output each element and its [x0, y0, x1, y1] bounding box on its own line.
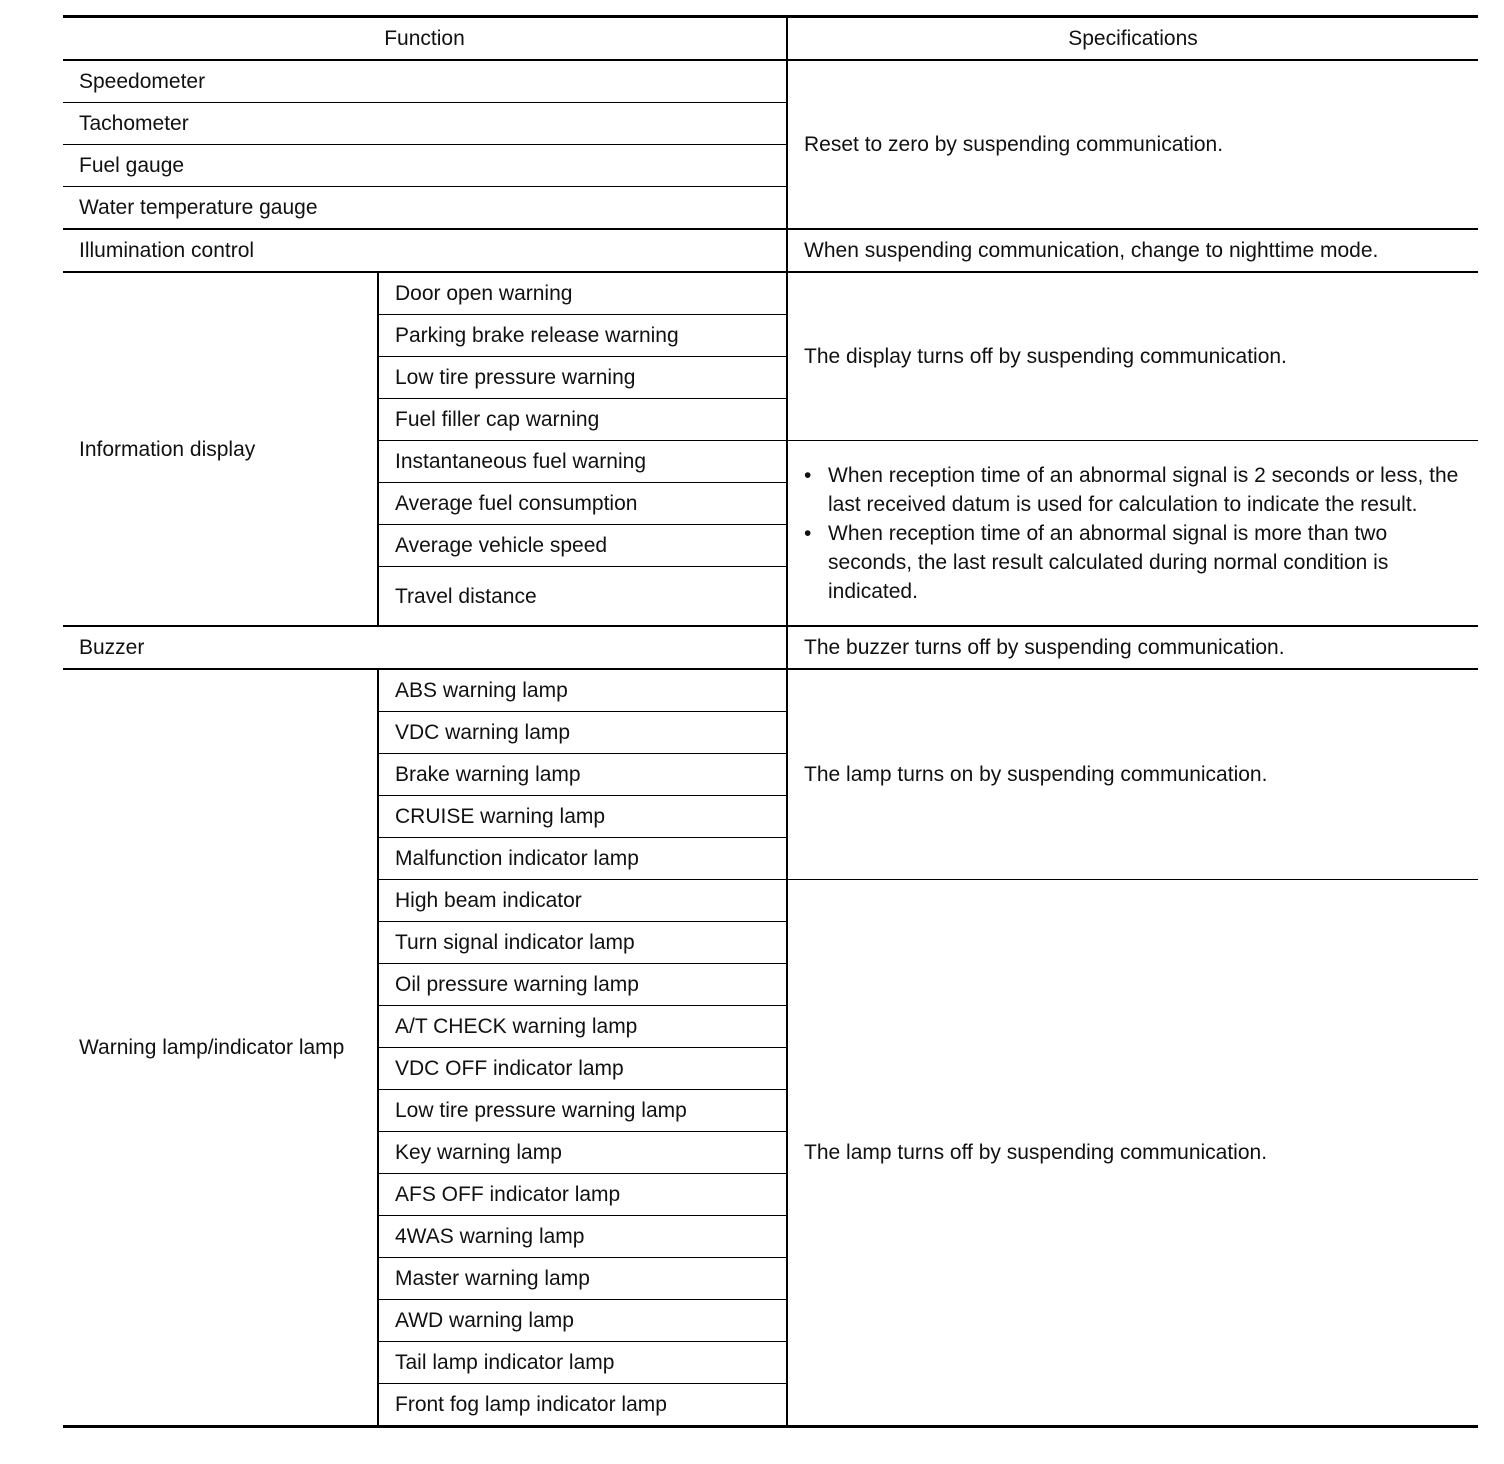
- subfunction-cell: AWD warning lamp: [378, 1300, 787, 1342]
- subfunction-cell: Travel distance: [378, 567, 787, 627]
- function-cell-water-temperature-gauge: Water temperature gauge: [63, 187, 787, 230]
- subfunction-cell: Turn signal indicator lamp: [378, 922, 787, 964]
- specifications-column-header: Specifications: [787, 17, 1478, 61]
- bullet-list: [804, 461, 1464, 606]
- table-header-row: [63, 17, 1478, 61]
- table-row: [63, 272, 1478, 315]
- subfunction-cell: Low tire pressure warning lamp: [378, 1090, 787, 1132]
- bullet-marker: •: [804, 521, 812, 545]
- subfunction-cell: VDC warning lamp: [378, 712, 787, 754]
- specification-table: [63, 15, 1478, 1428]
- function-group-information-display: Information display: [63, 272, 378, 626]
- function-cell-speedometer: Speedometer: [63, 60, 787, 103]
- bullet-text: When reception time of an abnormal signal is more than two seconds, the last result calculated during normal condition is indicated.: [828, 521, 1389, 603]
- subfunction-cell: High beam indicator: [378, 880, 787, 922]
- subfunction-cell: Brake warning lamp: [378, 754, 787, 796]
- bullet-marker: •: [804, 463, 812, 487]
- function-cell-tachometer: Tachometer: [63, 103, 787, 145]
- function-cell-buzzer: Buzzer: [63, 626, 787, 669]
- spec-cell-display-warnings: The display turns off by suspending communication.: [787, 272, 1478, 441]
- subfunction-cell: 4WAS warning lamp: [378, 1216, 787, 1258]
- bullet-item: [804, 519, 1464, 606]
- subfunction-cell: Instantaneous fuel warning: [378, 441, 787, 483]
- spec-cell-lamps-off: The lamp turns off by suspending communication.: [787, 880, 1478, 1427]
- subfunction-cell: Average fuel consumption: [378, 483, 787, 525]
- spec-cell-lamps-on: The lamp turns on by suspending communication.: [787, 669, 1478, 880]
- spec-cell-illumination: When suspending communication, change to nighttime mode.: [787, 229, 1478, 272]
- subfunction-cell: Door open warning: [378, 272, 787, 315]
- subfunction-cell: Average vehicle speed: [378, 525, 787, 567]
- subfunction-cell: Master warning lamp: [378, 1258, 787, 1300]
- subfunction-cell: A/T CHECK warning lamp: [378, 1006, 787, 1048]
- subfunction-cell: Key warning lamp: [378, 1132, 787, 1174]
- table-row: [63, 669, 1478, 712]
- subfunction-cell: Low tire pressure warning: [378, 357, 787, 399]
- subfunction-cell: CRUISE warning lamp: [378, 796, 787, 838]
- bullet-item: [804, 461, 1464, 519]
- table-row: [63, 229, 1478, 272]
- subfunction-cell: Malfunction indicator lamp: [378, 838, 787, 880]
- subfunction-cell: VDC OFF indicator lamp: [378, 1048, 787, 1090]
- subfunction-cell: Parking brake release warning: [378, 315, 787, 357]
- spec-cell-calculation-bullets: [787, 441, 1478, 627]
- function-group-warning-lamp: Warning lamp/indicator lamp: [63, 669, 378, 1427]
- bullet-text: When reception time of an abnormal signal is 2 seconds or less, the last received datum is used for calculation to indicate the result.: [828, 463, 1459, 516]
- spec-cell-buzzer: The buzzer turns off by suspending communication.: [787, 626, 1478, 669]
- spec-cell-gauges: Reset to zero by suspending communication.: [787, 60, 1478, 229]
- function-cell-illumination-control: Illumination control: [63, 229, 787, 272]
- table-row: [63, 626, 1478, 669]
- subfunction-cell: Front fog lamp indicator lamp: [378, 1384, 787, 1427]
- function-column-header: Function: [63, 17, 787, 61]
- subfunction-cell: AFS OFF indicator lamp: [378, 1174, 787, 1216]
- subfunction-cell: Fuel filler cap warning: [378, 399, 787, 441]
- subfunction-cell: ABS warning lamp: [378, 669, 787, 712]
- subfunction-cell: Oil pressure warning lamp: [378, 964, 787, 1006]
- subfunction-cell: Tail lamp indicator lamp: [378, 1342, 787, 1384]
- table-row: [63, 60, 1478, 103]
- function-cell-fuel-gauge: Fuel gauge: [63, 145, 787, 187]
